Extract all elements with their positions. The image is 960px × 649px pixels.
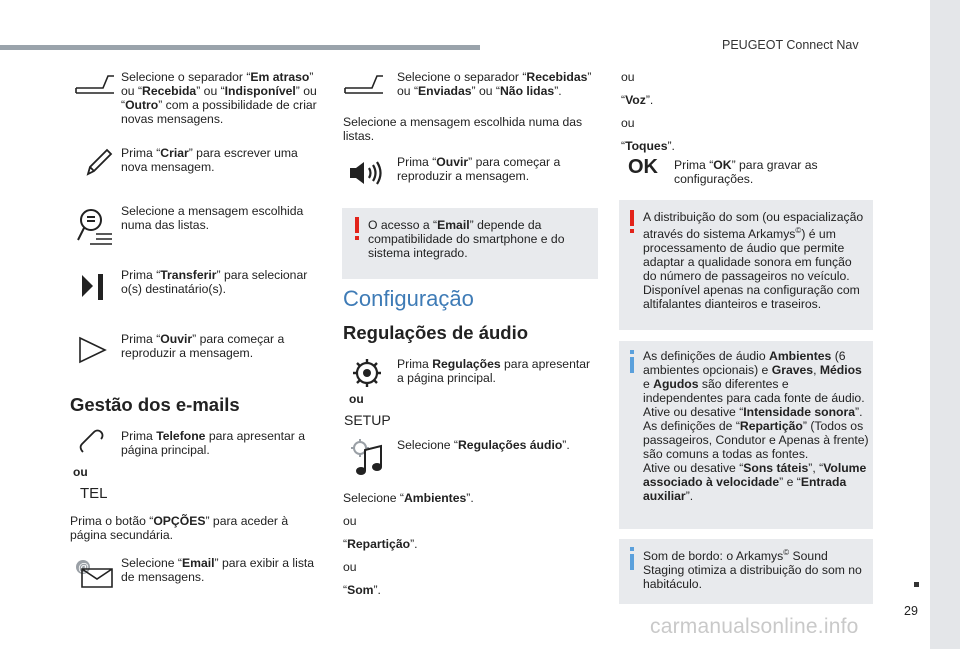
setup-label: SETUP (344, 412, 391, 428)
regulacoes-instruction: Prima Regulações para apresentar a página principal. (397, 357, 591, 385)
svg-text:@: @ (78, 562, 90, 574)
som-text: “Som”. (343, 583, 381, 597)
end-marker (914, 582, 919, 587)
page-number: 29 (904, 604, 918, 618)
toques-text: “Toques”. (621, 139, 675, 153)
side-margin-bar (930, 0, 960, 649)
tabs-instruction-2: Selecione o separador “Recebidas” ou “Enviadas” ou “Não lidas”. (397, 70, 592, 98)
ou-text-3: ou (621, 70, 635, 84)
criar-instruction: Prima “Criar” para escrever uma nova mensagem. (121, 146, 298, 174)
ou-text-2: ou (343, 560, 357, 574)
ou-label-2: ou (349, 392, 364, 406)
tabs-instruction: Selecione o separador “Em atraso” ou “Recebida” ou “Indisponível” ou “Outro” com a possibilidade de criar novas mensagens. (121, 70, 317, 126)
audio-info-text: As definições de áudio Ambientes (6 ambientes opcionais) e Graves, Médios e Agudos são diferentes e independentes para cada fonte de áudio. Ative ou desative “Intensidade sonora”. As definições de “Repartição” (Todos os passageiros, Condutor e Apenas à frente) são comuns a todas as fontes. Ative ou desative “Sons táteis”, “Volume associado à velocidade” e “Entrada auxiliar”. (643, 349, 869, 503)
warning-mark-icon-2 (629, 210, 635, 234)
transfer-instruction: Prima “Transferir” para selecionar o(s) destinatário(s). (121, 268, 308, 296)
ou-text-4: ou (621, 116, 635, 130)
header-title: PEUGEOT Connect Nav (722, 38, 859, 52)
ok-instruction: Prima “OK” para gravar as configurações. (674, 158, 818, 186)
email-instruction: Selecione “Email” para exibir a lista de mensagens. (121, 556, 315, 584)
warning-mark-icon (354, 217, 360, 241)
audio-settings-icon (350, 438, 384, 478)
message-list-icon (76, 206, 112, 246)
tab-bar-icon (75, 72, 115, 94)
watermark: carmanualsonline.info (650, 615, 859, 638)
settings-gear-icon (352, 358, 382, 388)
tel-label: TEL (80, 485, 108, 502)
audio-settings-instruction: Selecione “Regulações áudio”. (397, 438, 570, 452)
tab-bar-icon-2 (344, 72, 384, 94)
info-mark-icon-2 (629, 547, 635, 571)
ou-label: ou (73, 465, 88, 479)
select-message-text: Selecione a mensagem escolhida numa das listas. (121, 204, 304, 232)
ou-text-1: ou (343, 514, 357, 528)
reparticao-text: “Repartição”. (343, 537, 418, 551)
staging-info-text: Som de bordo: o Arkamys© Sound Staging otimiza a distribuição do som no habitáculo. (643, 548, 862, 592)
emails-section-title: Gestão dos e-mails (70, 394, 240, 415)
phone-icon (78, 429, 104, 455)
pencil-icon (85, 147, 113, 177)
email-warning-text: O acesso a “Email” depende da compatibilidade do smartphone e do sistema integrado. (368, 218, 565, 260)
header-rule (0, 45, 480, 50)
email-icon (74, 559, 114, 589)
config-title: Configuração (343, 286, 474, 311)
ambientes-text: Selecione “Ambientes”. (343, 491, 474, 505)
voz-text: “Voz”. (621, 93, 654, 107)
audio-section-title: Regulações de áudio (343, 322, 529, 343)
options-instruction: Prima o botão “OPÇÕES” para aceder à página secundária. (70, 514, 289, 542)
info-mark-icon (629, 350, 635, 374)
select-message-text-2: Selecione a mensagem escolhida numa das listas. (343, 115, 583, 143)
ouvir-instruction-2: Prima “Ouvir” para começar a reproduzir a mensagem. (397, 155, 561, 183)
play-icon (78, 336, 108, 364)
telefone-instruction: Prima Telefone para apresentar a página principal. (121, 429, 306, 457)
speaker-icon (348, 160, 384, 186)
forward-arrow-icon (81, 273, 105, 301)
arkamys-warning-text: A distribuição do som (ou espacialização através do sistema Arkamys©) é um processamento de áudio que permite adaptar a qualidade sonora em função do número de passageiros no veículo. Disponível apenas na configuração com altifalantes dianteiros e traseiros. (643, 210, 864, 312)
ouvir-instruction: Prima “Ouvir” para começar a reproduzir a mensagem. (121, 332, 285, 360)
ok-label: OK (628, 156, 658, 178)
